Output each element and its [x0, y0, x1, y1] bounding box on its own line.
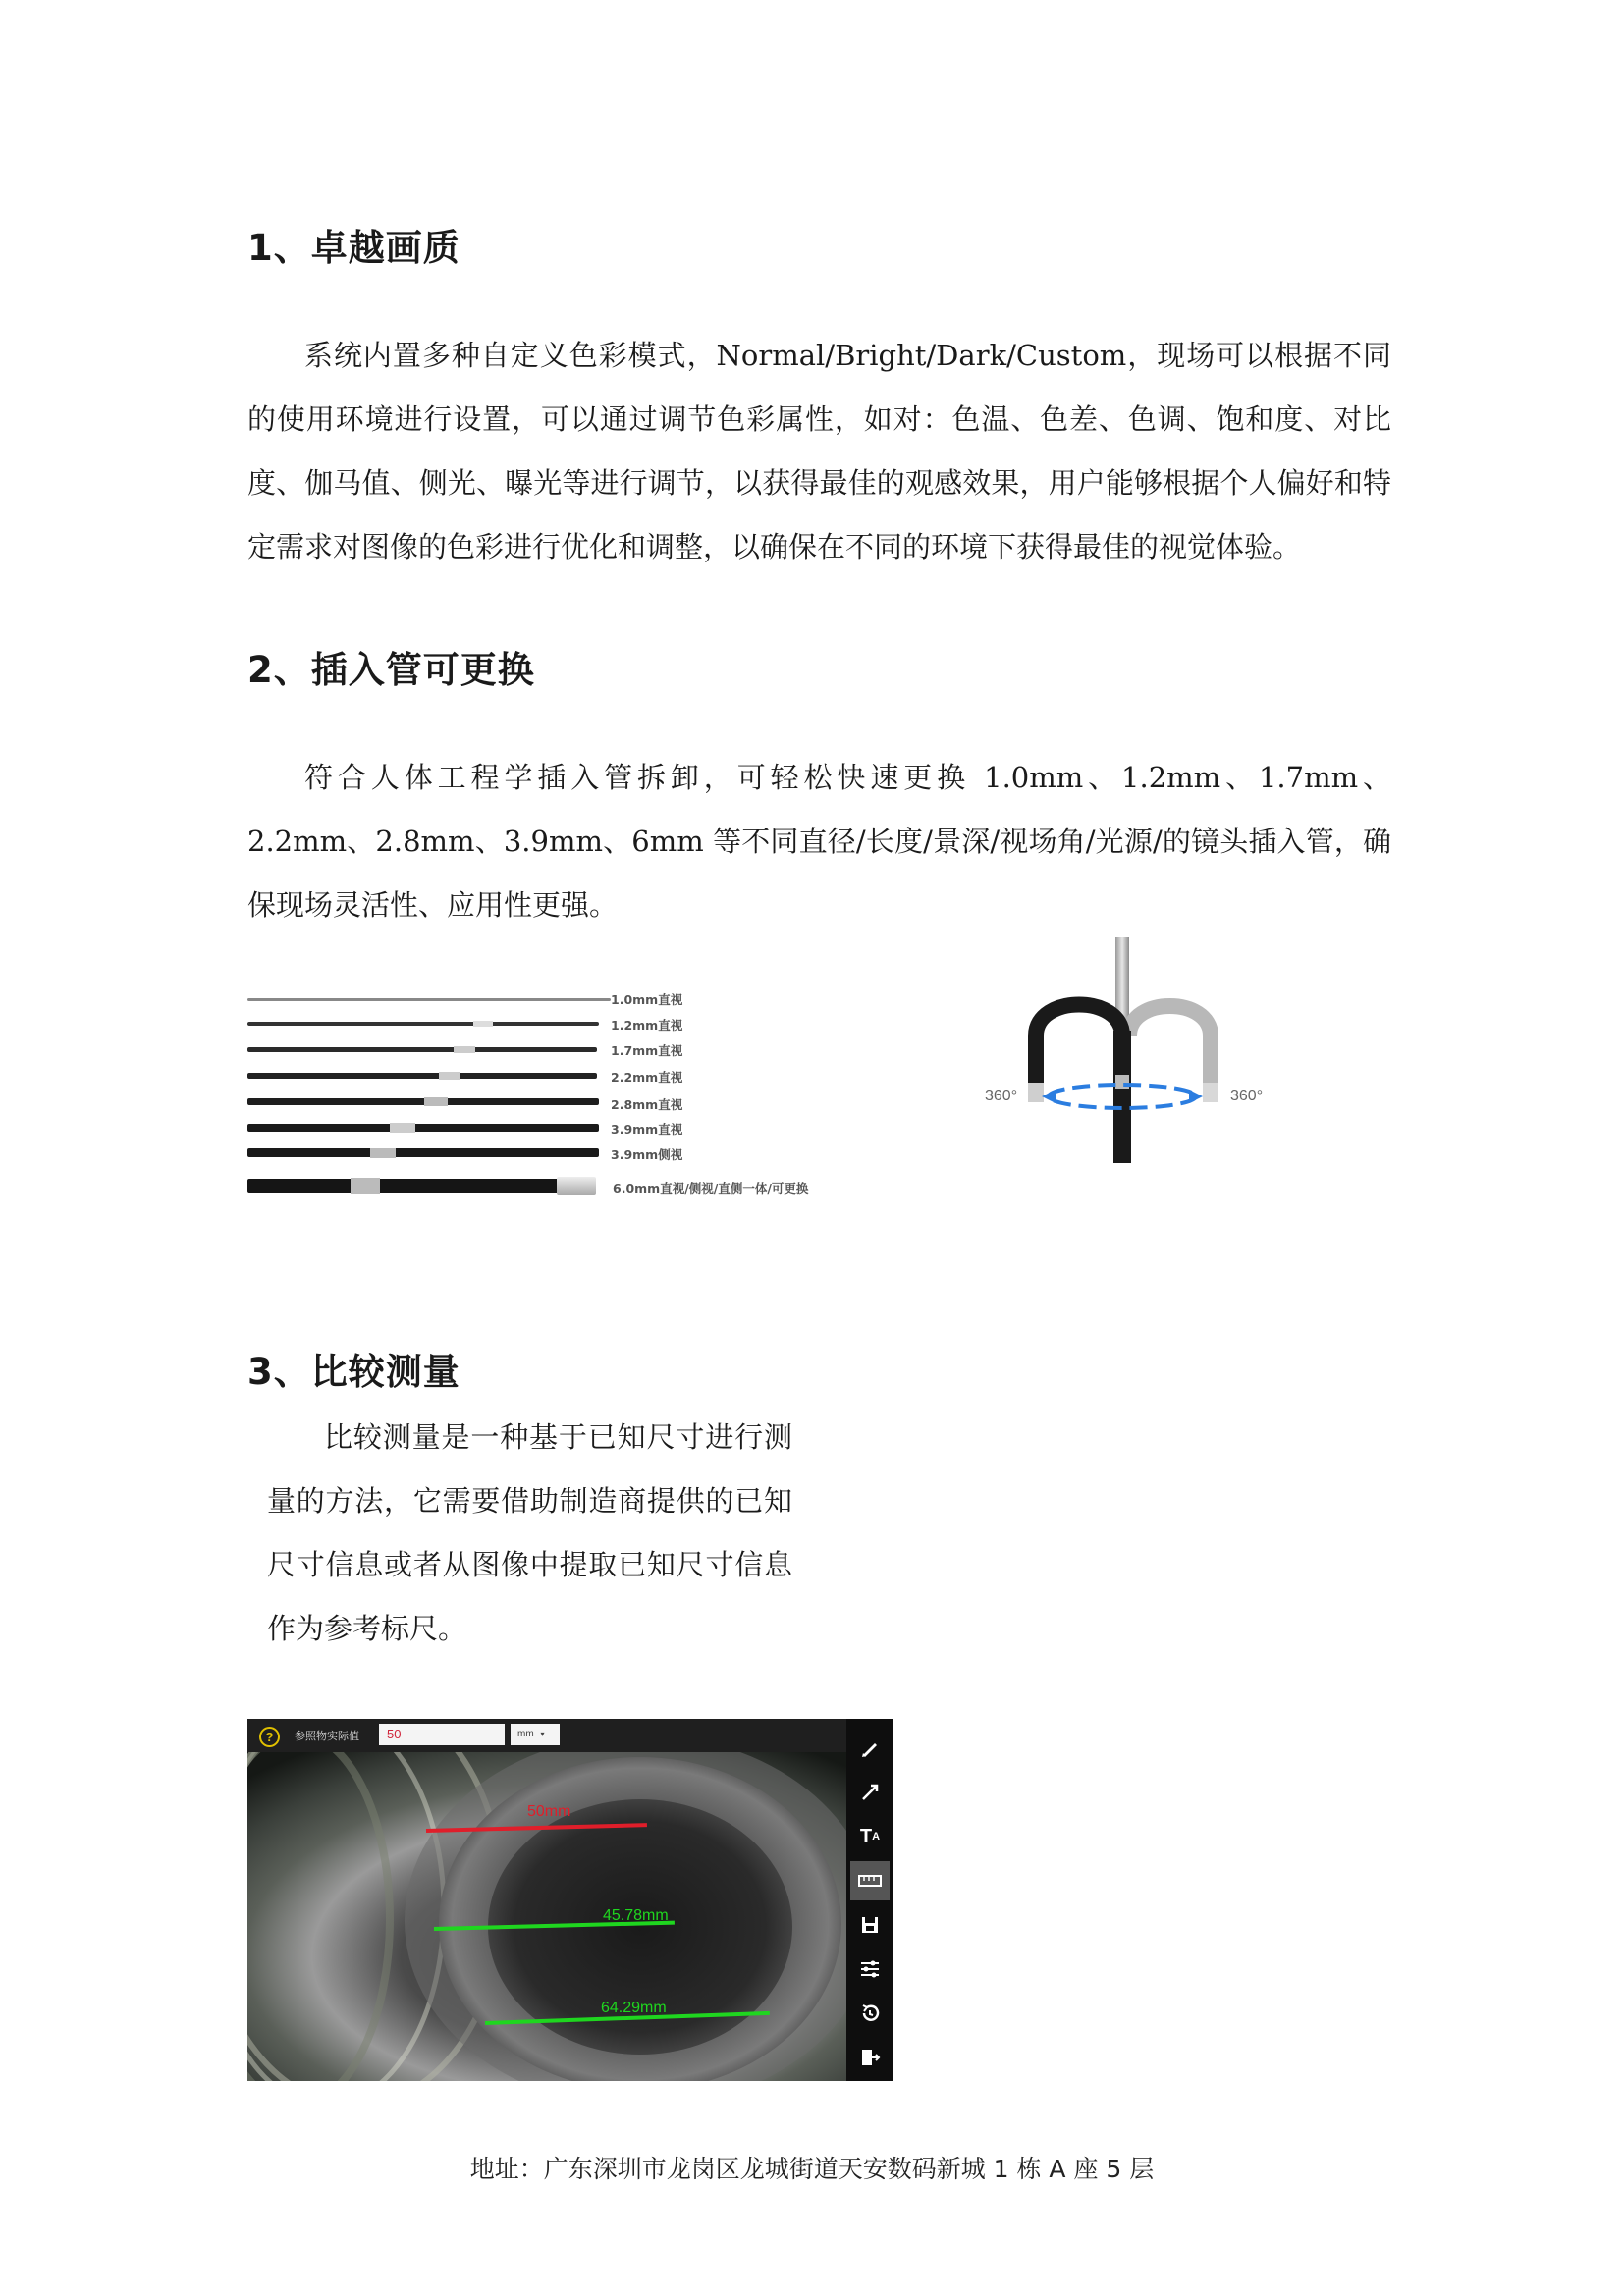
- probe-1-2: [247, 1022, 599, 1026]
- probe-label: 2.8mm直视: [611, 1097, 683, 1112]
- text-icon[interactable]: T A: [859, 1825, 881, 1847]
- right-degree-label: 360°: [1230, 1088, 1264, 1104]
- arrow-icon[interactable]: [850, 1773, 890, 1812]
- exit-icon[interactable]: [850, 2038, 890, 2077]
- section-3-heading: 3、比较测量: [247, 1351, 460, 1393]
- articulation-figure: [977, 937, 1281, 1163]
- outer-measure-label: 64.29mm: [601, 2000, 667, 2016]
- probe-6-0: [247, 1179, 567, 1193]
- inner-measure-label: 45.78mm: [603, 1907, 669, 1924]
- unit-value: mm: [517, 1729, 534, 1739]
- section-1-heading: 1、卓越画质: [247, 227, 460, 269]
- undo-icon[interactable]: [850, 1994, 890, 2033]
- reference-measure-label: 50mm: [527, 1803, 571, 1820]
- probe-2-2: [247, 1073, 597, 1079]
- lower-shaft: [1113, 1031, 1131, 1163]
- probe-3-9-front: [247, 1124, 599, 1132]
- probe-1-0: [247, 998, 611, 1001]
- footer-address: 地址：广东深圳市龙岗区龙城街道天安数码新城 1 栋 A 座 5 层: [469, 2155, 1155, 2183]
- measure-toolbar: [846, 1719, 893, 2081]
- help-icon[interactable]: ?: [259, 1727, 280, 1747]
- section-3-paragraph: 比较测量是一种基于已知尺寸进行测量的方法，它需要借助制造商提供的已知尺寸信息或者从图像中提取已知尺寸信息作为参考标尺。: [267, 1420, 792, 1645]
- black-tip: [1028, 1083, 1044, 1102]
- probe-2-8: [247, 1098, 599, 1105]
- articulation-graphic: [977, 937, 1281, 1163]
- section-1-paragraph: 系统内置多种自定义色彩模式，Normal/Bright/Dark/Custom，现场可以根据不同的使用环境进行设置，可以通过调节色彩属性，如对：色温、色差、色调、饱和度、对比度、伽马值、侧光、曝光等进行调节，以获得最佳的观感效果，用户能够根据个人偏好和特定需求对图像的色彩进行优化和调整，以确保在不同的环境下获得最佳的视觉体验。: [247, 339, 1391, 563]
- section-2-paragraph: 符合人体工程学插入管拆卸，可轻松快速更换 1.0mm、1.2mm、1.7mm、2.2mm、2.8mm、3.9mm、6mm 等不同直径/长度/景深/视场角/光源/的镜头插入管，确保现场灵活性、应用性更强。: [247, 761, 1391, 922]
- probe-label: 3.9mm直视: [611, 1122, 683, 1137]
- probe-label: 3.9mm侧视: [611, 1148, 683, 1162]
- left-degree-label: 360°: [985, 1088, 1018, 1104]
- ruler-icon[interactable]: [850, 1861, 890, 1900]
- adjust-icon[interactable]: [850, 1949, 890, 1989]
- save-icon[interactable]: [850, 1905, 890, 1945]
- measurement-screenshot: [247, 1719, 893, 2081]
- grey-tip: [1203, 1083, 1218, 1102]
- probe-label: 6.0mm直视/侧视/直侧一体/可更换: [613, 1181, 809, 1196]
- probe-label: 1.7mm直视: [611, 1043, 683, 1058]
- section-2-heading: 2、插入管可更换: [247, 649, 535, 691]
- reference-label: 参照物实际值: [295, 1730, 359, 1742]
- probe-label: 2.2mm直视: [611, 1070, 683, 1085]
- pen-icon[interactable]: [850, 1729, 890, 1768]
- probe-1-7: [247, 1047, 597, 1052]
- probe-label: 1.2mm直视: [611, 1018, 683, 1033]
- probe-lineup-figure: [247, 982, 856, 1202]
- unit-select[interactable]: [511, 1724, 560, 1745]
- pipe-image: [247, 1752, 846, 2081]
- chevron-down-icon: ▾: [540, 1730, 545, 1738]
- probe-label: 1.0mm直视: [611, 992, 683, 1007]
- reference-value-input[interactable]: 50: [379, 1724, 505, 1745]
- probe-3-9-side: [247, 1148, 599, 1157]
- measure-topbar: [247, 1719, 846, 1752]
- camera-view: [247, 1752, 846, 2081]
